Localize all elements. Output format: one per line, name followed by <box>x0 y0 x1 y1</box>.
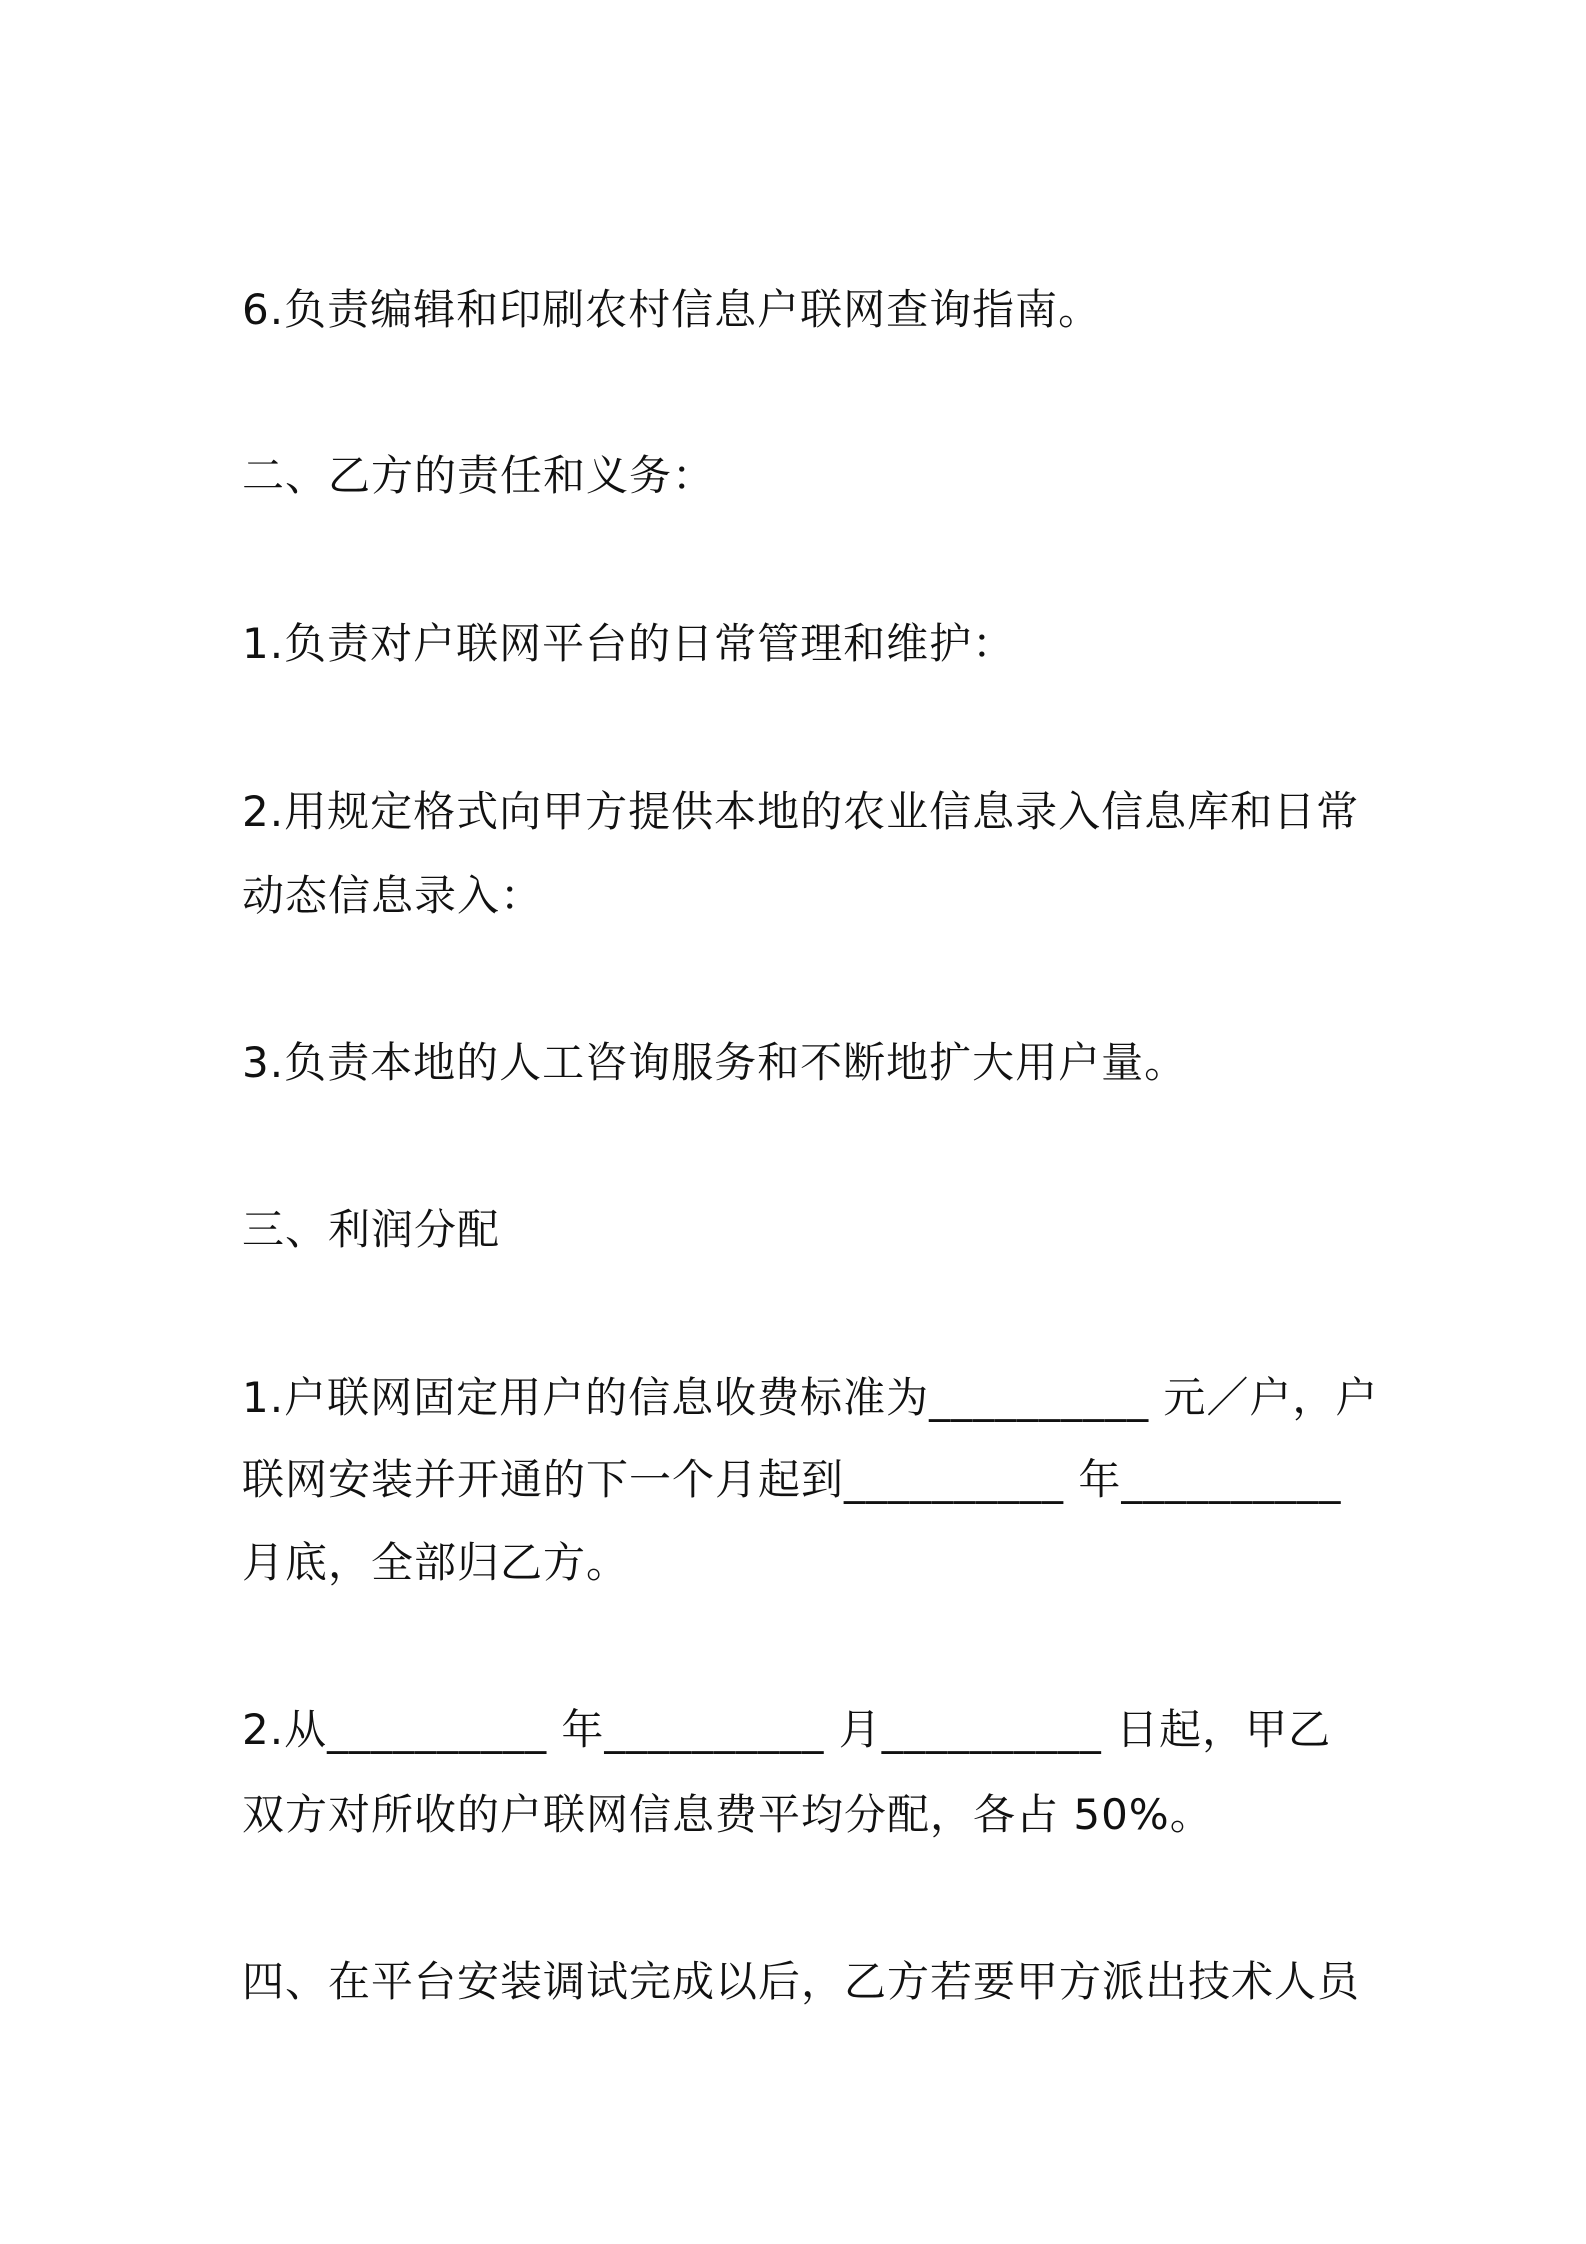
clause-b-2-continued: 动态信息录入： <box>242 871 544 920</box>
section-heading-4: 四、在平台安装调试完成以后，乙方若要甲方派出技术人员 <box>242 1957 1361 2006</box>
section-heading-3: 三、利润分配 <box>242 1205 501 1254</box>
clause-c-2: 2.从__________ 年__________ 月__________ 日起，甲乙 <box>242 1705 1332 1754</box>
clause-b-3: 3.负责本地的人工咨询服务和不断地扩大用户量。 <box>242 1038 1188 1087</box>
clause-c-1: 1.户联网固定用户的信息收费标准为__________ 元／户，户 <box>242 1373 1379 1422</box>
clause-b-1: 1.负责对户联网平台的日常管理和维护： <box>242 619 1016 668</box>
section-heading-2: 二、乙方的责任和义务： <box>242 451 716 500</box>
clause-c-1-end: 月底，全部归乙方。 <box>242 1538 630 1587</box>
clause-a-6: 6.负责编辑和印刷农村信息户联网查询指南。 <box>242 285 1102 334</box>
clause-b-2: 2.用规定格式向甲方提供本地的农业信息录入信息库和日常 <box>242 787 1360 836</box>
clause-c-1-continued: 联网安装并开通的下一个月起到__________ 年__________ <box>242 1455 1342 1504</box>
clause-c-2-continued: 双方对所收的户联网信息费平均分配，各占 50%。 <box>242 1790 1213 1839</box>
